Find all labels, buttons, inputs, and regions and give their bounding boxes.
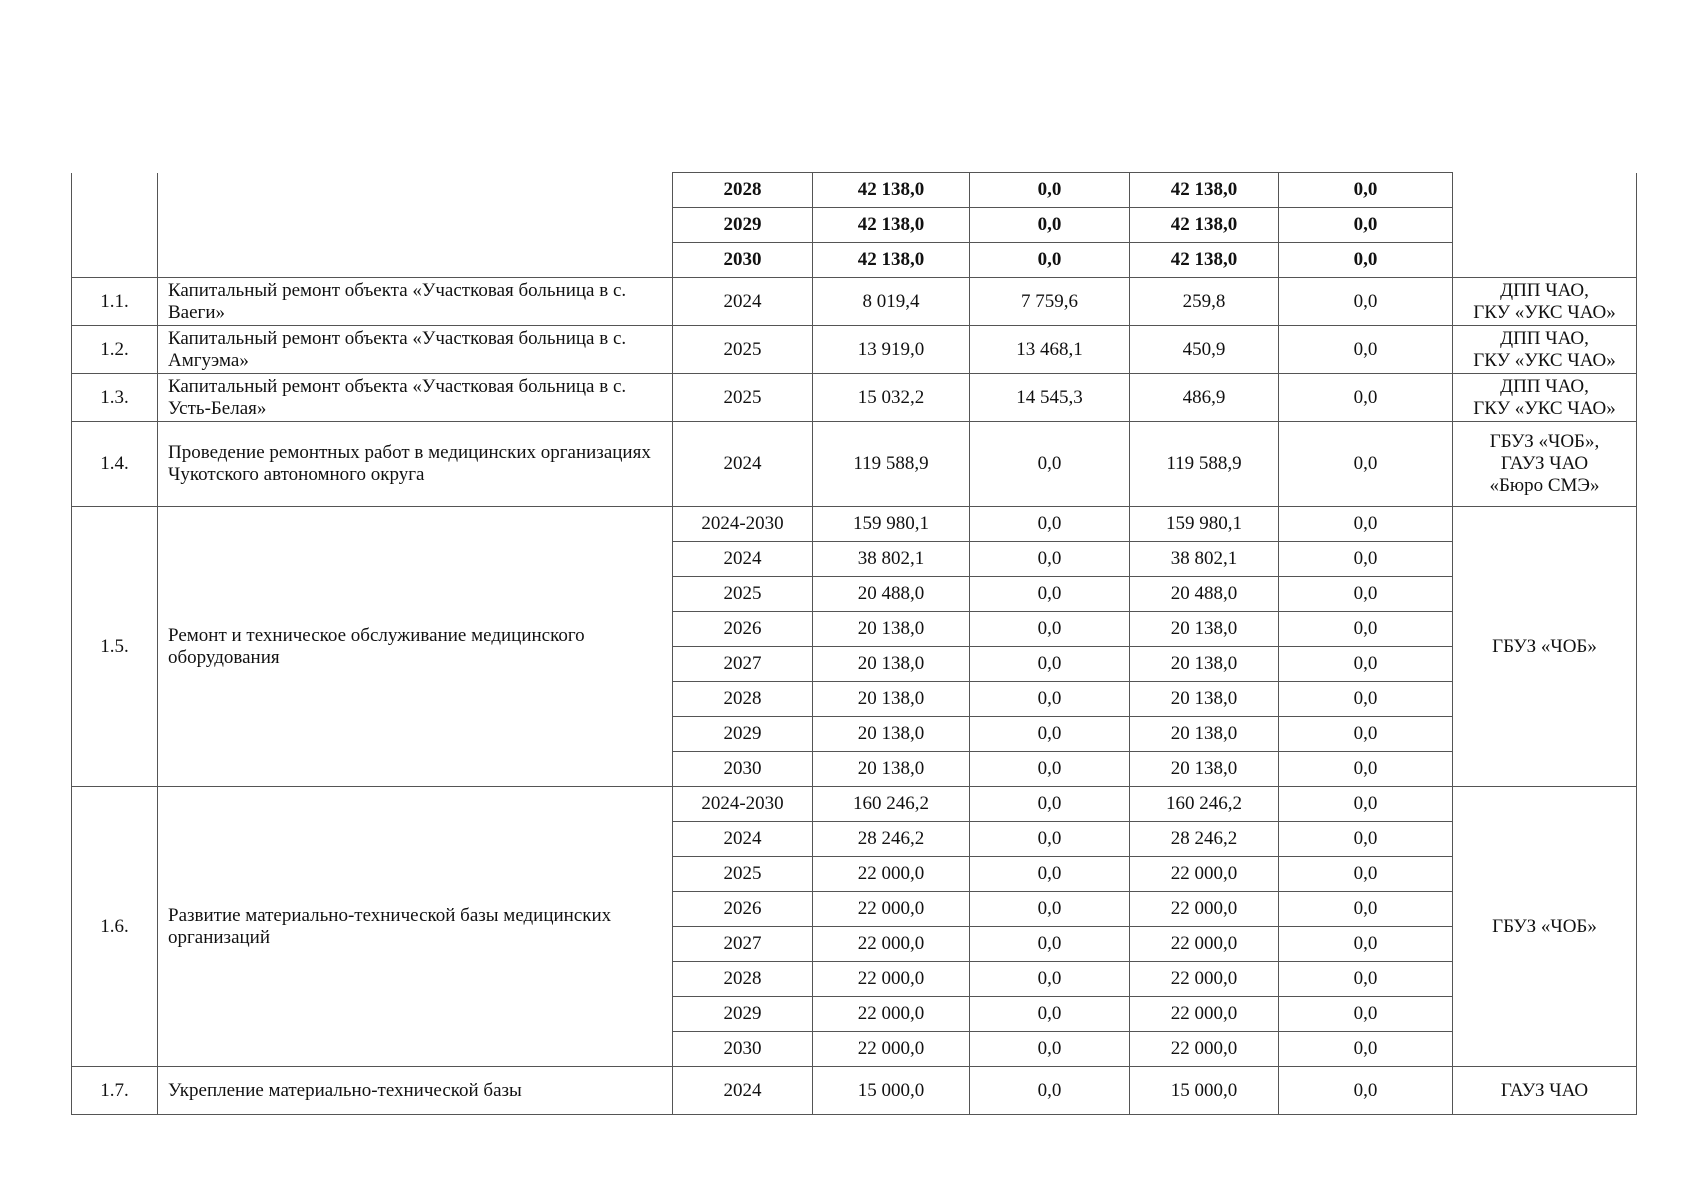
total-amount-cell: 20 138,0 [813, 647, 970, 682]
executor-line: «Бюро СМЭ» [1489, 475, 1600, 496]
source-2-amount-cell: 38 802,1 [1130, 542, 1279, 577]
year-cell: 2024 [673, 278, 813, 326]
source-2-amount-cell: 159 980,1 [1130, 507, 1279, 542]
year-cell: 2030 [673, 1032, 813, 1067]
source-2-amount-cell: 22 000,0 [1130, 892, 1279, 927]
source-2-amount-cell: 42 138,0 [1130, 208, 1279, 243]
source-3-amount-cell: 0,0 [1279, 892, 1453, 927]
source-3-amount-cell: 0,0 [1279, 962, 1453, 997]
source-1-amount-cell: 0,0 [970, 243, 1130, 278]
table-row [72, 787, 1637, 822]
year-cell: 2026 [673, 612, 813, 647]
year-cell: 2029 [673, 997, 813, 1032]
source-2-amount-cell: 22 000,0 [1130, 997, 1279, 1032]
source-1-amount-cell: 0,0 [970, 1067, 1130, 1115]
executor-cell [1453, 507, 1637, 787]
total-amount-cell: 160 246,2 [813, 787, 970, 822]
year-cell: 2028 [673, 173, 813, 208]
source-1-amount-cell: 0,0 [970, 1032, 1130, 1067]
source-3-amount-cell: 0,0 [1279, 717, 1453, 752]
program-measures-table [71, 172, 1637, 1115]
year-cell: 2028 [673, 962, 813, 997]
executor-line: ДПП ЧАО, [1500, 327, 1589, 349]
year-cell: 2029 [673, 717, 813, 752]
total-amount-cell: 20 138,0 [813, 752, 970, 787]
total-amount-cell: 15 000,0 [813, 1067, 970, 1115]
total-amount-cell: 42 138,0 [813, 243, 970, 278]
year-cell: 2024 [673, 542, 813, 577]
source-3-amount-cell: 0,0 [1279, 542, 1453, 577]
source-1-amount-cell: 13 468,1 [970, 326, 1130, 374]
total-amount-cell: 20 138,0 [813, 612, 970, 647]
executor-cell [1453, 787, 1637, 1067]
year-cell: 2024-2030 [673, 507, 813, 542]
total-amount-cell: 8 019,4 [813, 278, 970, 326]
executor-cell [1453, 374, 1637, 422]
total-amount-cell: 22 000,0 [813, 927, 970, 962]
source-3-amount-cell: 0,0 [1279, 374, 1453, 422]
total-amount-cell: 22 000,0 [813, 962, 970, 997]
source-2-amount-cell: 160 246,2 [1130, 787, 1279, 822]
source-3-amount-cell: 0,0 [1279, 927, 1453, 962]
source-1-amount-cell: 0,0 [970, 647, 1130, 682]
source-1-amount-cell: 0,0 [970, 857, 1130, 892]
source-3-amount-cell: 0,0 [1279, 507, 1453, 542]
source-3-amount-cell: 0,0 [1279, 787, 1453, 822]
source-3-amount-cell: 0,0 [1279, 243, 1453, 278]
source-1-amount-cell: 0,0 [970, 927, 1130, 962]
executor-cell [1453, 173, 1637, 278]
source-3-amount-cell: 0,0 [1279, 326, 1453, 374]
year-cell: 2026 [673, 892, 813, 927]
total-amount-cell: 20 138,0 [813, 682, 970, 717]
source-1-amount-cell: 0,0 [970, 173, 1130, 208]
executor-cell [1453, 326, 1637, 374]
item-number-cell: 1.4. [72, 422, 158, 507]
source-1-amount-cell: 0,0 [970, 717, 1130, 752]
source-2-amount-cell: 20 138,0 [1130, 682, 1279, 717]
table-row [72, 507, 1637, 542]
source-1-amount-cell: 0,0 [970, 787, 1130, 822]
table-row [72, 374, 1637, 422]
item-number-cell: 1.5. [72, 507, 158, 787]
year-cell: 2027 [673, 647, 813, 682]
source-2-amount-cell: 20 138,0 [1130, 612, 1279, 647]
executor-cell [1453, 278, 1637, 326]
source-3-amount-cell: 0,0 [1279, 752, 1453, 787]
total-amount-cell: 15 032,2 [813, 374, 970, 422]
executor-line: ГБУЗ «ЧОБ» [1492, 915, 1597, 937]
source-1-amount-cell: 0,0 [970, 892, 1130, 927]
year-cell: 2028 [673, 682, 813, 717]
source-3-amount-cell: 0,0 [1279, 857, 1453, 892]
source-1-amount-cell: 0,0 [970, 542, 1130, 577]
source-1-amount-cell: 7 759,6 [970, 278, 1130, 326]
item-name-cell: Капитальный ремонт объекта «Участковая больница в с. Амгуэма» [158, 326, 673, 374]
executor-line: ГБУЗ «ЧОБ» [1492, 635, 1597, 657]
source-3-amount-cell: 0,0 [1279, 682, 1453, 717]
item-number-cell: 1.1. [72, 278, 158, 326]
item-number-cell: 1.7. [72, 1067, 158, 1115]
total-amount-cell: 20 138,0 [813, 717, 970, 752]
source-2-amount-cell: 22 000,0 [1130, 927, 1279, 962]
year-cell: 2029 [673, 208, 813, 243]
table-row [72, 326, 1637, 374]
source-2-amount-cell: 22 000,0 [1130, 1032, 1279, 1067]
total-amount-cell: 22 000,0 [813, 857, 970, 892]
source-3-amount-cell: 0,0 [1279, 173, 1453, 208]
source-2-amount-cell: 42 138,0 [1130, 243, 1279, 278]
source-3-amount-cell: 0,0 [1279, 612, 1453, 647]
year-cell: 2025 [673, 577, 813, 612]
source-2-amount-cell: 15 000,0 [1130, 1067, 1279, 1115]
executor-line: ГАУЗ ЧАО [1500, 1079, 1589, 1101]
year-cell: 2025 [673, 857, 813, 892]
item-name-cell: Ремонт и техническое обслуживание медицинского оборудования [158, 507, 673, 787]
year-cell: 2024 [673, 1067, 813, 1115]
source-3-amount-cell: 0,0 [1279, 577, 1453, 612]
total-amount-cell: 42 138,0 [813, 208, 970, 243]
year-cell: 2025 [673, 326, 813, 374]
total-amount-cell: 119 588,9 [813, 422, 970, 507]
source-2-amount-cell: 22 000,0 [1130, 962, 1279, 997]
source-3-amount-cell: 0,0 [1279, 997, 1453, 1032]
source-3-amount-cell: 0,0 [1279, 1067, 1453, 1115]
source-2-amount-cell: 259,8 [1130, 278, 1279, 326]
total-amount-cell: 22 000,0 [813, 1032, 970, 1067]
source-2-amount-cell: 119 588,9 [1130, 422, 1279, 507]
source-2-amount-cell: 20 138,0 [1130, 647, 1279, 682]
table-row [72, 1067, 1637, 1115]
source-3-amount-cell: 0,0 [1279, 278, 1453, 326]
item-number-cell [72, 173, 158, 278]
source-1-amount-cell: 0,0 [970, 507, 1130, 542]
source-3-amount-cell: 0,0 [1279, 647, 1453, 682]
executor-line: ГКУ «УКС ЧАО» [1473, 397, 1616, 419]
item-name-cell: Укрепление материально-технической базы [158, 1067, 673, 1115]
total-amount-cell: 13 919,0 [813, 326, 970, 374]
year-cell: 2030 [673, 752, 813, 787]
item-name-cell: Капитальный ремонт объекта «Участковая больница в с. Ваеги» [158, 278, 673, 326]
source-1-amount-cell: 0,0 [970, 752, 1130, 787]
total-amount-cell: 28 246,2 [813, 822, 970, 857]
table-row [72, 278, 1637, 326]
source-3-amount-cell: 0,0 [1279, 822, 1453, 857]
table-body [72, 173, 1637, 1115]
total-amount-cell: 22 000,0 [813, 997, 970, 1032]
source-1-amount-cell: 0,0 [970, 422, 1130, 507]
item-name-cell: Развитие материально-технической базы медицинских организаций [158, 787, 673, 1067]
source-1-amount-cell: 0,0 [970, 822, 1130, 857]
source-2-amount-cell: 22 000,0 [1130, 857, 1279, 892]
table-row [72, 422, 1637, 507]
source-1-amount-cell: 0,0 [970, 208, 1130, 243]
source-1-amount-cell: 0,0 [970, 962, 1130, 997]
item-number-cell: 1.2. [72, 326, 158, 374]
executor-cell [1453, 422, 1637, 507]
source-2-amount-cell: 28 246,2 [1130, 822, 1279, 857]
source-1-amount-cell: 0,0 [970, 997, 1130, 1032]
executor-line: ДПП ЧАО, [1500, 375, 1589, 397]
total-amount-cell: 22 000,0 [813, 892, 970, 927]
source-1-amount-cell: 0,0 [970, 682, 1130, 717]
executor-line: ДПП ЧАО, [1500, 279, 1589, 301]
source-2-amount-cell: 20 138,0 [1130, 752, 1279, 787]
executor-line: ГБУЗ «ЧОБ», [1489, 431, 1600, 452]
source-3-amount-cell: 0,0 [1279, 1032, 1453, 1067]
year-cell: 2024 [673, 422, 813, 507]
source-2-amount-cell: 20 488,0 [1130, 577, 1279, 612]
total-amount-cell: 159 980,1 [813, 507, 970, 542]
source-3-amount-cell: 0,0 [1279, 208, 1453, 243]
source-1-amount-cell: 0,0 [970, 577, 1130, 612]
item-name-cell: Проведение ремонтных работ в медицинских организациях Чукотского автономного округа [158, 422, 673, 507]
table-row [72, 173, 1637, 208]
total-amount-cell: 42 138,0 [813, 173, 970, 208]
executor-line: ГАУЗ ЧАО [1500, 453, 1589, 474]
item-name-cell: Капитальный ремонт объекта «Участковая больница в с. Усть-Белая» [158, 374, 673, 422]
source-2-amount-cell: 42 138,0 [1130, 173, 1279, 208]
executor-line: ГКУ «УКС ЧАО» [1473, 349, 1616, 371]
total-amount-cell: 38 802,1 [813, 542, 970, 577]
item-number-cell: 1.3. [72, 374, 158, 422]
year-cell: 2024-2030 [673, 787, 813, 822]
year-cell: 2030 [673, 243, 813, 278]
source-2-amount-cell: 450,9 [1130, 326, 1279, 374]
source-3-amount-cell: 0,0 [1279, 422, 1453, 507]
year-cell: 2025 [673, 374, 813, 422]
executor-line: ГКУ «УКС ЧАО» [1473, 301, 1616, 323]
source-1-amount-cell: 14 545,3 [970, 374, 1130, 422]
total-amount-cell: 20 488,0 [813, 577, 970, 612]
item-name-cell [158, 173, 673, 278]
year-cell: 2027 [673, 927, 813, 962]
executor-cell [1453, 1067, 1637, 1115]
source-1-amount-cell: 0,0 [970, 612, 1130, 647]
year-cell: 2024 [673, 822, 813, 857]
source-2-amount-cell: 486,9 [1130, 374, 1279, 422]
source-2-amount-cell: 20 138,0 [1130, 717, 1279, 752]
item-number-cell: 1.6. [72, 787, 158, 1067]
